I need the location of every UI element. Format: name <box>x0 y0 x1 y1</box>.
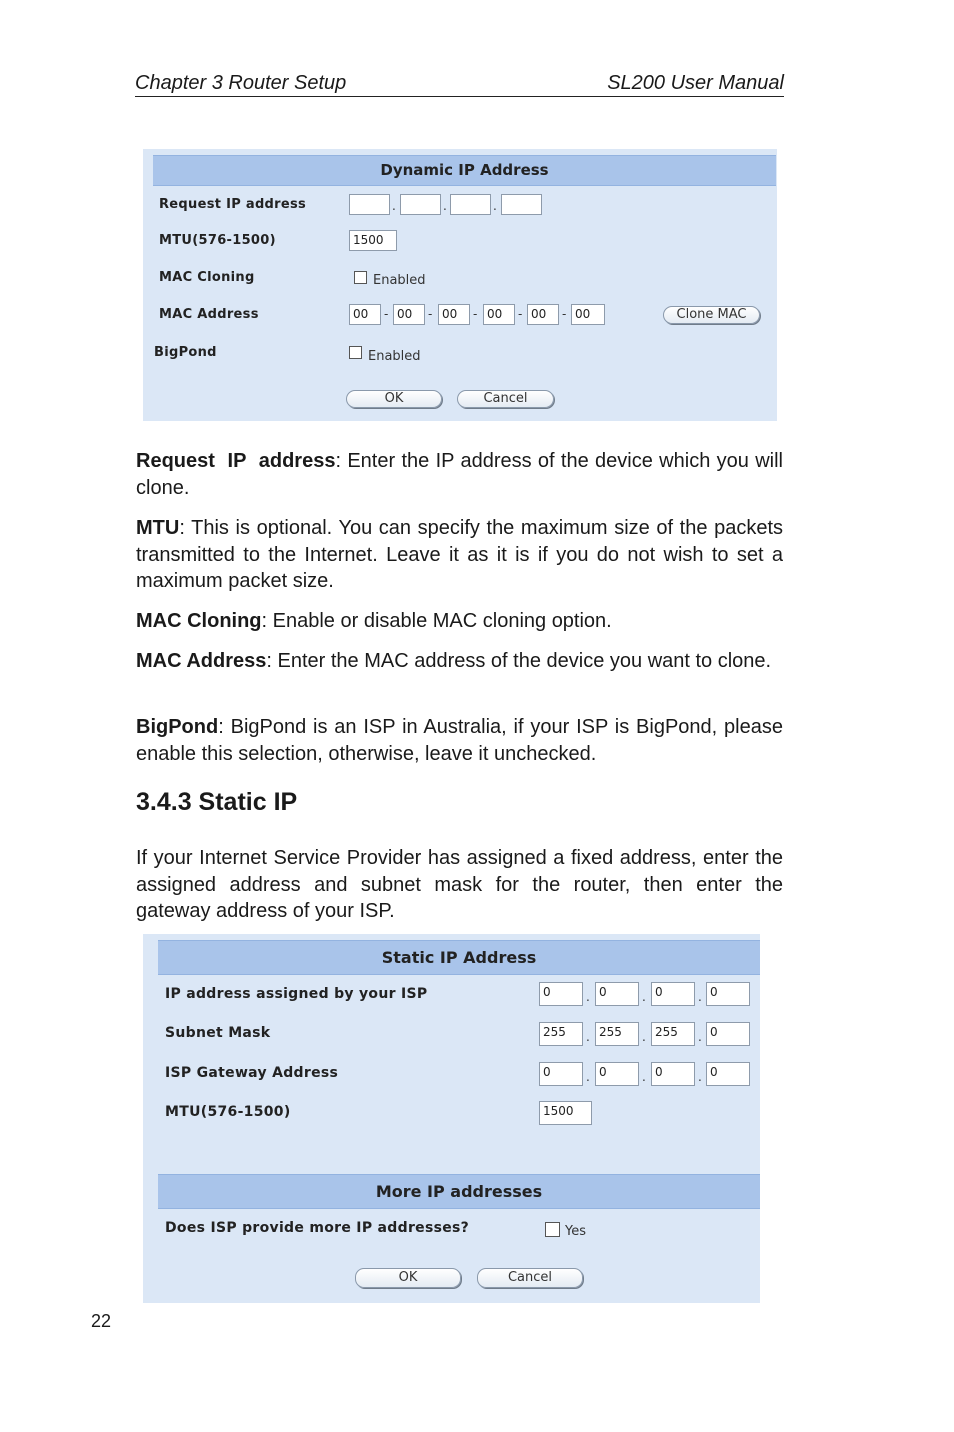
clone-mac-button[interactable]: Clone MAC <box>663 306 760 324</box>
desc-mtu <box>136 515 783 595</box>
cancel-button[interactable]: Cancel <box>457 390 554 408</box>
static-mtu-label: MTU(576-1500) <box>165 1104 291 1120</box>
desc-mac-cloning <box>136 608 783 635</box>
static-cancel-button[interactable]: Cancel <box>477 1268 583 1288</box>
ip-separator: . <box>698 990 702 1004</box>
mac-octet-2[interactable]: 00 <box>393 304 425 325</box>
text-mtu: : This is optional. You can specify the maximum size of the packets transmitted to the Internet. Leave it as it is if you do not wish to set a maximum packet size. <box>136 517 783 592</box>
request-ip-octet-4[interactable] <box>501 194 542 215</box>
gateway-octet-4[interactable]: 0 <box>706 1062 750 1086</box>
mac-octet-4[interactable]: 00 <box>483 304 515 325</box>
ip-separator: . <box>698 1070 702 1084</box>
mtu-input[interactable]: 1500 <box>349 230 397 251</box>
subnet-octet-4[interactable]: 0 <box>706 1022 750 1046</box>
ok-button[interactable]: OK <box>346 390 442 408</box>
desc-request-ip <box>136 448 783 501</box>
mac-address-label: MAC Address <box>159 307 259 322</box>
ip-separator: . <box>493 199 497 213</box>
mac-separator: - <box>562 307 567 321</box>
ip-separator: . <box>642 1070 646 1084</box>
static-ip-title: Static IP Address <box>158 940 760 975</box>
mac-cloning-checkbox[interactable] <box>354 271 367 284</box>
ip-octet-4[interactable]: 0 <box>706 982 750 1006</box>
ip-octet-3[interactable]: 0 <box>651 982 695 1006</box>
ip-separator: . <box>642 990 646 1004</box>
ip-separator: . <box>586 990 590 1004</box>
subnet-octet-1[interactable]: 255 <box>539 1022 583 1046</box>
more-ip-option-label: Yes <box>565 1224 586 1239</box>
text-mac-cloning: : Enable or disable MAC cloning option. <box>261 610 612 632</box>
gateway-label: ISP Gateway Address <box>165 1065 339 1081</box>
more-ip-question: Does ISP provide more IP addresses? <box>165 1220 470 1236</box>
ip-assigned-label: IP address assigned by your ISP <box>165 986 428 1002</box>
mac-separator: - <box>428 307 433 321</box>
section-heading: 3.4.3 Static IP <box>136 788 298 816</box>
bigpond-label: BigPond <box>154 345 217 360</box>
desc-bigpond <box>136 714 783 767</box>
mac-octet-3[interactable]: 00 <box>438 304 470 325</box>
page-header <box>135 72 784 97</box>
ip-separator: . <box>586 1030 590 1044</box>
term-mtu: MTU <box>136 517 180 539</box>
ip-separator: . <box>642 1030 646 1044</box>
text-bigpond: : BigPond is an ISP in Australia, if your ISP is BigPond, please enable this selection, otherwise, leave it unchecked. <box>136 716 783 765</box>
request-ip-octet-3[interactable] <box>450 194 491 215</box>
mtu-label: MTU(576-1500) <box>159 233 276 248</box>
dynamic-ip-panel <box>143 149 777 421</box>
mac-octet-1[interactable]: 00 <box>349 304 381 325</box>
subnet-octet-2[interactable]: 255 <box>595 1022 639 1046</box>
term-mac-cloning: MAC Cloning <box>136 610 262 632</box>
bigpond-checkbox[interactable] <box>349 346 362 359</box>
mac-cloning-option-label: Enabled <box>373 273 426 288</box>
ip-separator: . <box>586 1070 590 1084</box>
ip-separator: . <box>698 1030 702 1044</box>
request-ip-label: Request IP address <box>159 197 307 212</box>
more-ip-checkbox[interactable] <box>545 1222 560 1237</box>
subnet-octet-3[interactable]: 255 <box>651 1022 695 1046</box>
ip-octet-2[interactable]: 0 <box>595 982 639 1006</box>
gateway-octet-1[interactable]: 0 <box>539 1062 583 1086</box>
ip-octet-1[interactable]: 0 <box>539 982 583 1006</box>
bigpond-option-label: Enabled <box>368 349 421 364</box>
request-ip-octet-2[interactable] <box>400 194 441 215</box>
text-mac-address: : Enter the MAC address of the device you want to clone. <box>266 650 772 672</box>
ip-separator: . <box>392 199 396 213</box>
ip-separator: . <box>443 199 447 213</box>
manual-title: SL200 User Manual <box>607 72 784 94</box>
mac-octet-6[interactable]: 00 <box>571 304 605 325</box>
request-ip-octet-1[interactable] <box>349 194 390 215</box>
mac-separator: - <box>518 307 523 321</box>
text-request-ip: : Enter the IP address of the device which you will clone. <box>136 450 783 499</box>
desc-mac-address <box>136 648 783 675</box>
chapter-title: Chapter 3 Router Setup <box>135 72 347 94</box>
gateway-octet-2[interactable]: 0 <box>595 1062 639 1086</box>
page-number: 22 <box>91 1311 112 1331</box>
subnet-mask-label: Subnet Mask <box>165 1025 271 1041</box>
static-mtu-input[interactable]: 1500 <box>539 1101 592 1125</box>
mac-separator: - <box>384 307 389 321</box>
mac-octet-5[interactable]: 00 <box>527 304 559 325</box>
term-request-ip: Request IP address <box>136 450 336 472</box>
static-ok-button[interactable]: OK <box>355 1268 461 1288</box>
mac-cloning-label: MAC Cloning <box>159 270 255 285</box>
gateway-octet-3[interactable]: 0 <box>651 1062 695 1086</box>
term-mac-address: MAC Address <box>136 650 267 672</box>
section-intro: If your Internet Service Provider has assigned a fixed address, enter the assigned address and subnet mask for the router, then enter the gateway address of your ISP. <box>136 847 783 922</box>
dynamic-ip-title: Dynamic IP Address <box>153 155 776 186</box>
term-bigpond: BigPond <box>136 716 219 738</box>
more-ip-title: More IP addresses <box>158 1174 760 1209</box>
static-ip-panel <box>143 934 760 1303</box>
mac-separator: - <box>473 307 478 321</box>
